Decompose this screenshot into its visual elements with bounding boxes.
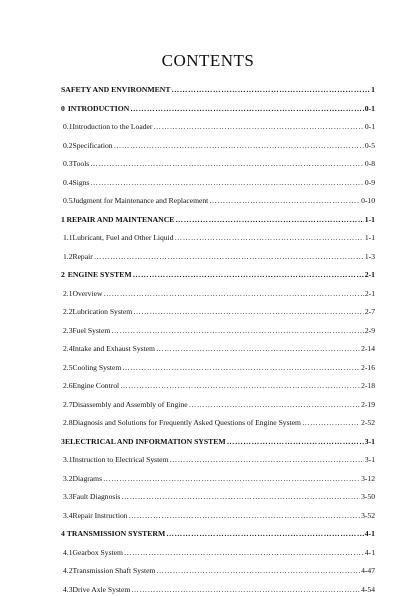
dot-leader bbox=[153, 121, 363, 133]
toc-page-number: 2-16 bbox=[361, 362, 375, 372]
toc-entry-title: Instruction to Electrical System bbox=[72, 455, 169, 464]
toc-entry-title: SAFETY AND ENVIRONMENT bbox=[61, 85, 171, 94]
toc-page-number: 3-1 bbox=[364, 436, 375, 446]
toc-chapter-entry[interactable] bbox=[61, 103, 375, 115]
toc-entry-number: 0.5 bbox=[63, 196, 73, 205]
toc-page-number: 0-9 bbox=[364, 177, 375, 187]
toc-entry-title: Signs bbox=[72, 177, 90, 187]
toc-entry-number: 3.2 bbox=[63, 473, 73, 483]
toc-section-entry[interactable] bbox=[63, 306, 375, 318]
dot-leader bbox=[227, 436, 364, 448]
dot-leader bbox=[166, 528, 364, 540]
dot-leader bbox=[90, 177, 363, 189]
toc-page-number: 0-1 bbox=[364, 103, 375, 113]
toc-section-entry[interactable] bbox=[63, 491, 375, 503]
page-title: CONTENTS bbox=[161, 51, 255, 70]
toc-page-number: 2-9 bbox=[364, 325, 375, 335]
toc-entry-number: 0.1 bbox=[63, 122, 73, 131]
toc-page-number: 4-1 bbox=[364, 547, 375, 557]
toc-section-entry[interactable] bbox=[63, 565, 375, 577]
dot-leader bbox=[121, 491, 360, 503]
dot-leader bbox=[103, 288, 363, 300]
toc-entry-title: TRANSMISSION SYSTERM bbox=[66, 529, 166, 538]
toc-entry-title: INTRODUCTION bbox=[67, 103, 130, 113]
toc-page-number: 2-52 bbox=[361, 418, 375, 427]
toc-entry-number: 4.1 bbox=[63, 547, 73, 557]
dot-leader bbox=[103, 473, 360, 485]
toc-section-entry[interactable] bbox=[63, 325, 375, 337]
toc-page-number: 2-7 bbox=[364, 307, 375, 316]
toc-page-number: 1-1 bbox=[364, 214, 375, 224]
toc-page-number: 1-3 bbox=[364, 251, 375, 261]
toc-entry-title: Fault Diagnosis bbox=[72, 492, 121, 501]
toc-section-entry[interactable] bbox=[63, 343, 375, 355]
toc-section-entry[interactable] bbox=[63, 399, 375, 411]
toc-page-number: 0-5 bbox=[364, 140, 375, 150]
dot-leader bbox=[124, 547, 364, 559]
toc-entry-title: Diagnosis and Solutions for Frequently Asked Questions of Engine System bbox=[72, 418, 301, 427]
toc-entry-number: 2.8 bbox=[63, 418, 73, 427]
toc-page-number: 3-1 bbox=[364, 455, 375, 464]
toc-entry-number: 2.5 bbox=[63, 362, 73, 372]
toc-chapter-entry[interactable] bbox=[61, 84, 375, 96]
dot-leader bbox=[131, 584, 360, 596]
toc-entry-number: 0.3 bbox=[63, 159, 73, 168]
toc-entry-number: 2 bbox=[61, 270, 65, 279]
toc-page-number: 2-14 bbox=[361, 344, 375, 353]
toc-entry-title: ENGINE SYSTEM bbox=[67, 270, 132, 279]
toc-page-number: 4-47 bbox=[361, 566, 375, 575]
toc-entry-title: REPAIR AND MAINTENANCE bbox=[66, 214, 175, 224]
toc-entry-number: 3.4 bbox=[63, 510, 73, 520]
toc-entry-title: Gearbox System bbox=[72, 547, 123, 557]
toc-entry-title: Cooling System bbox=[72, 362, 122, 372]
toc-page-number: 4-54 bbox=[361, 584, 375, 594]
toc-entry-title: Judgment for Maintenance and Replacement bbox=[72, 196, 209, 205]
dot-leader bbox=[302, 417, 360, 429]
dot-leader bbox=[90, 158, 364, 170]
toc-entry-number: 4.3 bbox=[63, 584, 73, 594]
toc-section-entry[interactable] bbox=[63, 251, 375, 263]
toc-section-entry[interactable] bbox=[63, 454, 375, 466]
dot-leader bbox=[156, 343, 360, 355]
toc-section-entry[interactable] bbox=[63, 158, 375, 170]
toc-entry-number: 2.4 bbox=[63, 344, 73, 353]
dot-leader bbox=[120, 380, 360, 392]
toc-section-entry[interactable] bbox=[63, 417, 375, 429]
dot-leader bbox=[111, 325, 364, 337]
dot-leader bbox=[156, 565, 360, 577]
toc-page-number: 2-18 bbox=[361, 381, 375, 390]
dot-leader bbox=[133, 269, 364, 281]
toc-entry-title: Fuel System bbox=[72, 325, 111, 335]
toc-entry-title: Diagrams bbox=[72, 473, 103, 483]
toc-section-entry[interactable] bbox=[63, 473, 375, 485]
toc-entry-number: 3.3 bbox=[63, 492, 73, 501]
toc-page-number: 0-1 bbox=[364, 122, 375, 131]
toc-section-entry[interactable] bbox=[63, 584, 375, 596]
dot-leader bbox=[169, 454, 363, 466]
toc-section-entry[interactable] bbox=[63, 195, 375, 207]
toc-entry-number: 2.6 bbox=[63, 381, 73, 390]
toc-entry-title: Lubrication System bbox=[72, 307, 133, 316]
dot-leader bbox=[114, 140, 364, 152]
toc-section-entry[interactable] bbox=[63, 380, 375, 392]
toc-chapter-entry[interactable] bbox=[61, 528, 375, 540]
dot-leader bbox=[189, 399, 360, 411]
toc-entry-number: 1.1 bbox=[63, 233, 73, 242]
dot-leader bbox=[122, 362, 360, 374]
toc-section-entry[interactable] bbox=[63, 232, 375, 244]
toc-entry-number: 2.2 bbox=[63, 307, 73, 316]
toc-entry-number: 4.2 bbox=[63, 566, 73, 575]
toc-entry-title: Engine Control bbox=[72, 381, 120, 390]
toc-entry-number: 0.2 bbox=[63, 140, 73, 150]
toc-page-number: 0-8 bbox=[364, 159, 375, 168]
toc-page-number: 3-50 bbox=[361, 492, 375, 501]
dot-leader bbox=[133, 306, 364, 318]
toc-section-entry[interactable] bbox=[63, 121, 375, 133]
toc-entry-title: Repair Instruction bbox=[72, 510, 128, 520]
toc-entry-title: ELECTRICAL AND INFORMATION SYSTEM bbox=[65, 436, 226, 446]
toc-section-entry[interactable] bbox=[63, 177, 375, 189]
toc-page-number: 2-19 bbox=[361, 399, 375, 409]
toc-entry-title: Repair bbox=[72, 251, 93, 261]
toc-entry-title: Disassembly and Assembly of Engine bbox=[72, 399, 188, 409]
toc-entry-title: Specification bbox=[72, 140, 113, 150]
toc-entry-number: 1.2 bbox=[63, 251, 73, 261]
toc-entry-number: 0.4 bbox=[63, 177, 73, 187]
dot-leader bbox=[94, 251, 364, 263]
toc-page-number: 2-1 bbox=[364, 270, 375, 279]
toc-section-entry[interactable] bbox=[63, 288, 375, 300]
toc-chapter-entry[interactable] bbox=[61, 436, 375, 448]
toc-entry-title: Tools bbox=[72, 159, 90, 168]
toc-entry-title: Intake and Exhaust System bbox=[72, 344, 155, 353]
toc-entry-title: Drive Axle System bbox=[72, 584, 131, 594]
toc-entry-number: 1 bbox=[61, 214, 65, 224]
toc-entry-title: Overview bbox=[72, 288, 103, 298]
toc-page-number: 3-52 bbox=[361, 510, 375, 520]
toc-page-number: 1 bbox=[371, 85, 375, 94]
toc-entry-title: Lubricant, Fuel and Other Liquid bbox=[72, 233, 174, 242]
toc-chapter-entry[interactable] bbox=[61, 214, 375, 226]
dot-leader bbox=[175, 214, 363, 226]
toc-entry-title: Introduction to the Loader bbox=[72, 122, 153, 131]
toc-page-number: 3-12 bbox=[361, 473, 375, 483]
toc-entry-number: 2.7 bbox=[63, 399, 73, 409]
dot-leader bbox=[129, 510, 361, 522]
toc-section-entry[interactable] bbox=[63, 140, 375, 152]
toc-section-entry[interactable] bbox=[63, 510, 375, 522]
toc-entry-number: 4 bbox=[61, 529, 65, 538]
toc-entry-number: 3 bbox=[61, 436, 65, 446]
dot-leader bbox=[130, 103, 363, 115]
toc-page-number: 4-1 bbox=[364, 529, 375, 538]
toc-entry-number: 2.3 bbox=[63, 325, 73, 335]
dot-leader bbox=[175, 232, 364, 244]
dot-leader bbox=[172, 84, 371, 96]
dot-leader bbox=[209, 195, 360, 207]
toc-section-entry[interactable] bbox=[63, 362, 375, 374]
toc-page-number: 1-1 bbox=[364, 233, 375, 242]
toc-entry-number: 3.1 bbox=[63, 455, 73, 464]
toc-page-number: 2-1 bbox=[364, 288, 375, 298]
toc-entry-number: 2.1 bbox=[63, 288, 73, 298]
toc-entry-title: Transmission Shaft System bbox=[72, 566, 156, 575]
toc-page-number: 0-10 bbox=[361, 196, 375, 205]
toc-chapter-entry[interactable] bbox=[61, 269, 375, 281]
toc-entry-number: 0 bbox=[61, 103, 65, 113]
toc-section-entry[interactable] bbox=[63, 547, 375, 559]
